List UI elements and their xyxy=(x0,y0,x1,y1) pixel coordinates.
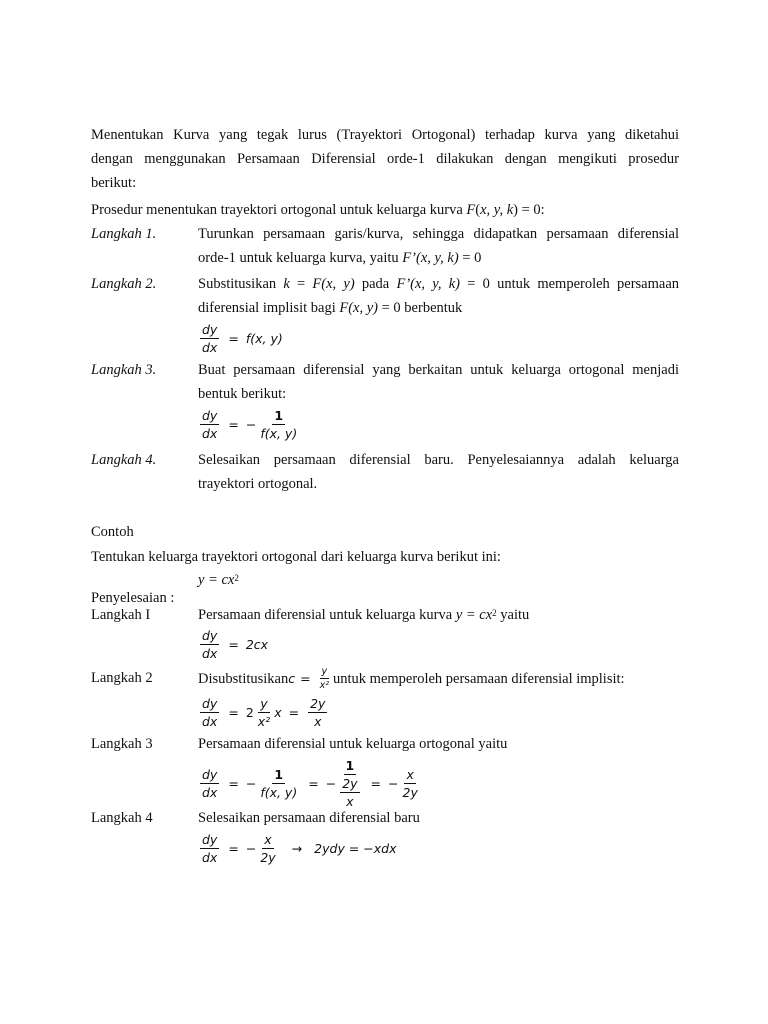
example-heading: Contoh xyxy=(91,524,134,540)
example-step-2-label: Langkah 2 xyxy=(91,670,153,686)
procedure-heading: Prosedur menentukan trayektori ortogonal untuk keluarga kurva F(x, y, k) = 0: xyxy=(91,202,545,218)
example-task: Tentukan keluarga trayektori ortogonal dari keluarga kurva berikut ini: xyxy=(91,549,501,565)
step-2-line-2: diferensial implisit bagi F(x, y) = 0 berbentuk xyxy=(198,300,463,316)
example-step-3-text: Persamaan diferensial untuk keluarga ortogonal yaitu xyxy=(198,736,508,752)
example-step-4-label: Langkah 4 xyxy=(91,810,153,826)
equation-dydx-2cx: $\frac{dy}{dx}$ = 2cx xyxy=(202,628,269,661)
equation-final: $\frac{dy}{dx}$ = − $\frac{x}{2y}$ → 2ydy = −xdx xyxy=(202,832,397,865)
equation-orthogonal-example: $\frac{dy}{dx}$ = − $\frac{1}{f(x, y)}$ = − $\frac{1}{\frac{2y}{x}}$ = − $\frac{x}{2y}$ xyxy=(202,758,418,809)
example-step-3-label: Langkah 3 xyxy=(91,736,153,752)
step-4-line-2: trayektori ortogonal. xyxy=(198,476,318,492)
example-step-2-text: Disubstitusikan c = $\frac{y}{\text{x²}}$ untuk memperoleh persamaan diferensial implisit: xyxy=(198,666,625,691)
example-step-1-label: Langkah I xyxy=(91,607,151,623)
step-3-line-2: bentuk berikut: xyxy=(198,386,287,402)
step-3-label: Langkah 3. xyxy=(91,362,157,378)
intro-line-1: Menentukan Kurva yang tegak lurus (Trayektori Ortogonal) terhadap kurva yang diketahui xyxy=(91,127,679,143)
equation-orthogonal: $\frac{dy}{dx}$ = − $\frac{1}{f(x, y)}$ xyxy=(202,408,298,441)
step-3-line-1: Buat persamaan diferensial yang berkaitan untuk keluarga ortogonal menjadi xyxy=(198,362,679,378)
solution-heading: Penyelesaian : xyxy=(91,590,175,606)
equation-implicit: $\frac{dy}{dx}$ = 2 $\frac{y}{\text{x²}}$ x = $\frac{2y}{x}$ xyxy=(202,696,326,729)
equation-dydx-f: $\frac{dy}{dx}$ = f(x, y) xyxy=(202,322,283,355)
step-1-line-2: orde-1 untuk keluarga kurva, yaitu F’(x, y, k) = 0 xyxy=(198,250,482,266)
step-2-line-1: Substitusikan k = F(x, y) pada F’(x, y, k) = 0 untuk memperoleh persamaan xyxy=(198,276,680,292)
step-2-label: Langkah 2. xyxy=(91,276,157,292)
intro-line-2: dengan menggunakan Persamaan Diferensial orde-1 dilakukan dengan mengikuti prosedur xyxy=(91,151,679,167)
step-1-line-1: Turunkan persamaan garis/kurva, sehingga didapatkan persamaan diferensial xyxy=(198,226,679,242)
example-curve: $y = cx^2$ xyxy=(198,572,239,588)
step-1-label: Langkah 1. xyxy=(91,226,157,242)
example-step-4-text: Selesaikan persamaan diferensial baru xyxy=(198,810,420,826)
intro-line-3: berikut: xyxy=(91,175,137,191)
step-4-line-1: Selesaikan persamaan diferensial baru. Penyelesaiannya adalah keluarga xyxy=(198,452,679,468)
step-4-label: Langkah 4. xyxy=(91,452,157,468)
example-step-1-text: Persamaan diferensial untuk keluarga kurva $y = cx^2$ yaitu xyxy=(198,607,530,623)
